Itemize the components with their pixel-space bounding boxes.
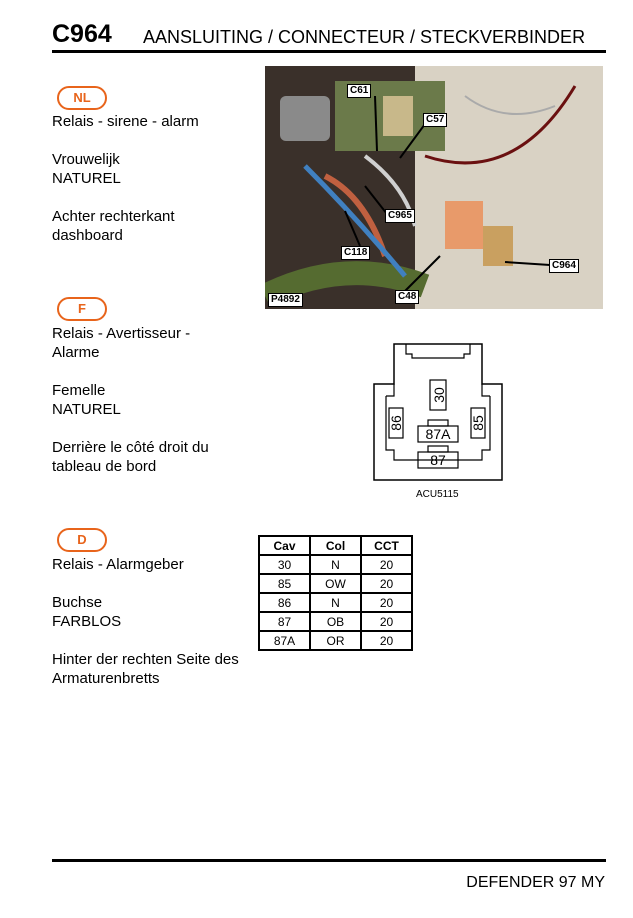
line: Achter rechterkant <box>52 208 175 225</box>
pin-86: 86 <box>388 415 404 431</box>
line: FARBLOS <box>52 613 122 630</box>
table-row <box>259 631 412 650</box>
header-cav: Cav <box>259 536 310 555</box>
cell-cct: 20 <box>361 593 412 612</box>
line: Femelle <box>52 382 106 399</box>
pin-87a: 87A <box>425 426 451 442</box>
line: Buchse <box>52 594 103 611</box>
line: Vrouwelijk <box>52 151 120 168</box>
pin-85: 85 <box>470 415 486 431</box>
connector-code: C964 <box>52 20 112 48</box>
header-cct: CCT <box>361 536 412 555</box>
line <box>52 188 257 207</box>
line <box>52 362 257 381</box>
photo-label-c964: C964 <box>549 259 579 273</box>
photo-label-c61: C61 <box>347 84 371 98</box>
table-header-row <box>259 536 412 555</box>
line: Relais - Avertisseur - <box>52 325 191 342</box>
pin-87: 87 <box>430 452 446 468</box>
line <box>52 419 257 438</box>
connector-face-diagram <box>372 342 504 482</box>
badge-d: D <box>57 528 107 552</box>
line: Relais - sirene - alarm <box>52 113 199 130</box>
footer-model: DEFENDER 97 MY <box>466 874 605 891</box>
cell-cct: 20 <box>361 574 412 593</box>
line: Relais - Alarmgeber <box>52 556 184 573</box>
photo-label-c118: C118 <box>341 246 370 260</box>
cell-col: OB <box>310 612 361 631</box>
description-nl <box>52 112 257 245</box>
cell-cct: 20 <box>361 555 412 574</box>
line: NATUREL <box>52 401 121 418</box>
header-col: Col <box>310 536 361 555</box>
description-d <box>52 555 252 688</box>
page-title: AANSLUITING / CONNECTEUR / STECKVERBINDER <box>143 27 586 47</box>
cell-cct: 20 <box>361 612 412 631</box>
header-rule <box>52 50 606 53</box>
line <box>52 631 252 650</box>
photo-label-c48: C48 <box>395 290 419 304</box>
table-row <box>259 574 412 593</box>
photo-label-c57: C57 <box>423 113 447 127</box>
cell-cav: 85 <box>259 574 310 593</box>
line: Derrière le côté droit du <box>52 439 209 456</box>
cell-col: N <box>310 555 361 574</box>
table-row <box>259 555 412 574</box>
pin-table <box>258 535 413 651</box>
cell-cav: 87A <box>259 631 310 650</box>
photo-reference: P4892 <box>268 293 303 307</box>
line <box>52 131 257 150</box>
cell-col: OW <box>310 574 361 593</box>
cell-cct: 20 <box>361 631 412 650</box>
diagram-reference: ACU5115 <box>416 489 459 500</box>
footer-rule <box>52 859 606 862</box>
line: Armaturenbretts <box>52 670 160 687</box>
line: Alarme <box>52 344 100 361</box>
location-photo <box>265 66 603 309</box>
line: Hinter der rechten Seite des <box>52 651 239 668</box>
badge-nl: NL <box>57 86 107 110</box>
cell-col: N <box>310 593 361 612</box>
line: dashboard <box>52 227 123 244</box>
badge-f: F <box>57 297 107 321</box>
cell-cav: 86 <box>259 593 310 612</box>
pin-30: 30 <box>431 387 447 403</box>
cell-cav: 87 <box>259 612 310 631</box>
photo-label-c965: C965 <box>385 209 415 223</box>
table-row <box>259 593 412 612</box>
table-row <box>259 612 412 631</box>
line <box>52 574 252 593</box>
cell-cav: 30 <box>259 555 310 574</box>
line: tableau de bord <box>52 458 157 475</box>
cell-col: OR <box>310 631 361 650</box>
line: NATUREL <box>52 170 121 187</box>
description-f <box>52 324 257 476</box>
